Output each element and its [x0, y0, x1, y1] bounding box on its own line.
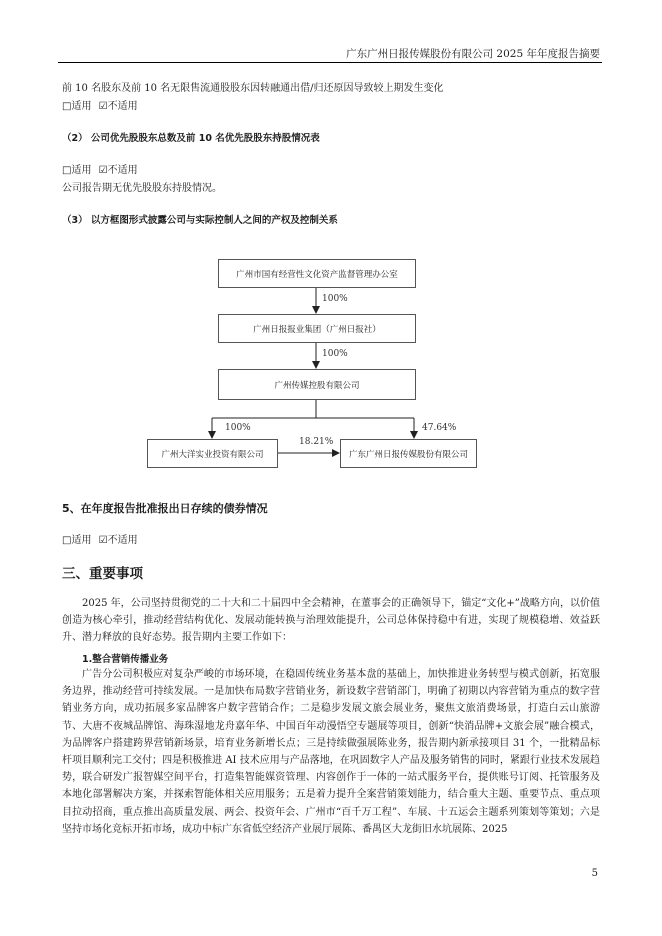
page-number: 5 — [591, 868, 598, 879]
not-applicable-option: ☑不适用 — [98, 535, 138, 546]
node-listed-company: 广东广州日报传媒股份有限公司 — [340, 439, 477, 468]
top-note: 前 10 名股东及前 10 名无限售流通股股东因转融通出借/归还原因导致较上期发生变化 — [62, 83, 444, 94]
node-dayang-investment: 广州大洋实业投资有限公司 — [147, 439, 278, 468]
chapter3-title: 三、重要事项 — [62, 566, 143, 582]
subsection1-paragraph: 广告分公司积极应对复杂严峻的市场环境，在稳固传统业务基本盘的基础上，加快推进业务转型与模式创新，拓宽服务边界，推动经营可持续发展。一是加快布局数字营销业务，新设数字营销部门，明确了初期以内容营销为重点的数字营销业务方向，成功拓展多家品牌客户数字营销合作；二是稳步发展文旅会展业务，聚焦文旅消费场景，打造白云山旅游节、大唐不夜城品牌馆、海珠湿地龙舟嘉年华、中国百年动漫悟空专题展等项目，创新“快消品牌+文旅会展”融合模式，为品牌客户搭建跨界营销新场景，培育业务新增长点；三是持续做强展陈业务，报告期内新承接项目 31 个，一批精品标杆项目顺利完工交付；四是积极推进 AI 技术应用与产品落地，在巩固数字人产品及服务销售的同时，紧跟行业技术发展趋势，联合研发广报智媒空间平台，打造集智能媒资管理、内容创作于一体的一站式服务平台，提供账号订阅、托管服务及本地化部署解决方案，并探索智能体相关应用服务；五是着力提升全案营销策划能力，结合重大主题、重要节点、重点项目拉动招商，重点推出高质量发展、两会、投资年会、广州市“百千万工程”、车展、十五运会主题系列策划等策划；六是坚持市场化竞标开拓市场，成功中标广东省低空经济产业展厅展陈、番禺区大龙街旧水坑展陈、2025 — [62, 669, 600, 835]
option-row-3 — [62, 531, 138, 546]
section2-note: 公司报告期无优先股股东持股情况。 — [62, 183, 222, 194]
edge-label-1: 100% — [322, 294, 348, 304]
not-applicable-option: ☑不适用 — [98, 165, 138, 176]
node-media-holdings: 广州传媒控股有限公司 — [218, 369, 416, 400]
node-gzdaily-group: 广州日报报业集团（广州日报社） — [218, 314, 416, 343]
section5-title: 5、在年度报告批准报出日存续的债券情况 — [62, 502, 268, 515]
applicable-option: □适用 — [62, 165, 92, 176]
subsection1-title: 1.整合营销传播业务 — [82, 654, 169, 665]
header-title: 广东广州日报传媒股份有限公司 2025 年年度报告摘要 — [346, 48, 600, 60]
not-applicable-option: ☑不适用 — [98, 101, 138, 112]
applicable-option: □适用 — [62, 101, 92, 112]
section2-title: （2） 公司优先股股东总数及前 10 名优先股股东持股情况表 — [62, 133, 320, 144]
edge-label-5: 47.64% — [422, 423, 457, 433]
edge-label-3: 100% — [225, 423, 251, 433]
edge-label-4: 18.21% — [299, 437, 334, 447]
edge-label-2: 100% — [322, 349, 348, 359]
node-sasac-office: 广州市国有经营性文化资产监督管理办公室 — [218, 259, 416, 288]
applicable-option: □适用 — [62, 535, 92, 546]
intro-paragraph: 2025 年，公司坚持贯彻党的二十大和二十届四中全会精神，在董事会的正确领导下，锚定“文化+”战略方向，以价值创造为核心牵引，推动经营结构优化、发展动能转换与治理效能提升，公司总体保持稳中有进，实现了规模稳增、效益跃升、潜力释放的良好态势。报告期内主要工作如下： — [62, 598, 600, 644]
section3-title: （3） 以方框图形式披露公司与实际控制人之间的产权及控制关系 — [62, 215, 338, 226]
